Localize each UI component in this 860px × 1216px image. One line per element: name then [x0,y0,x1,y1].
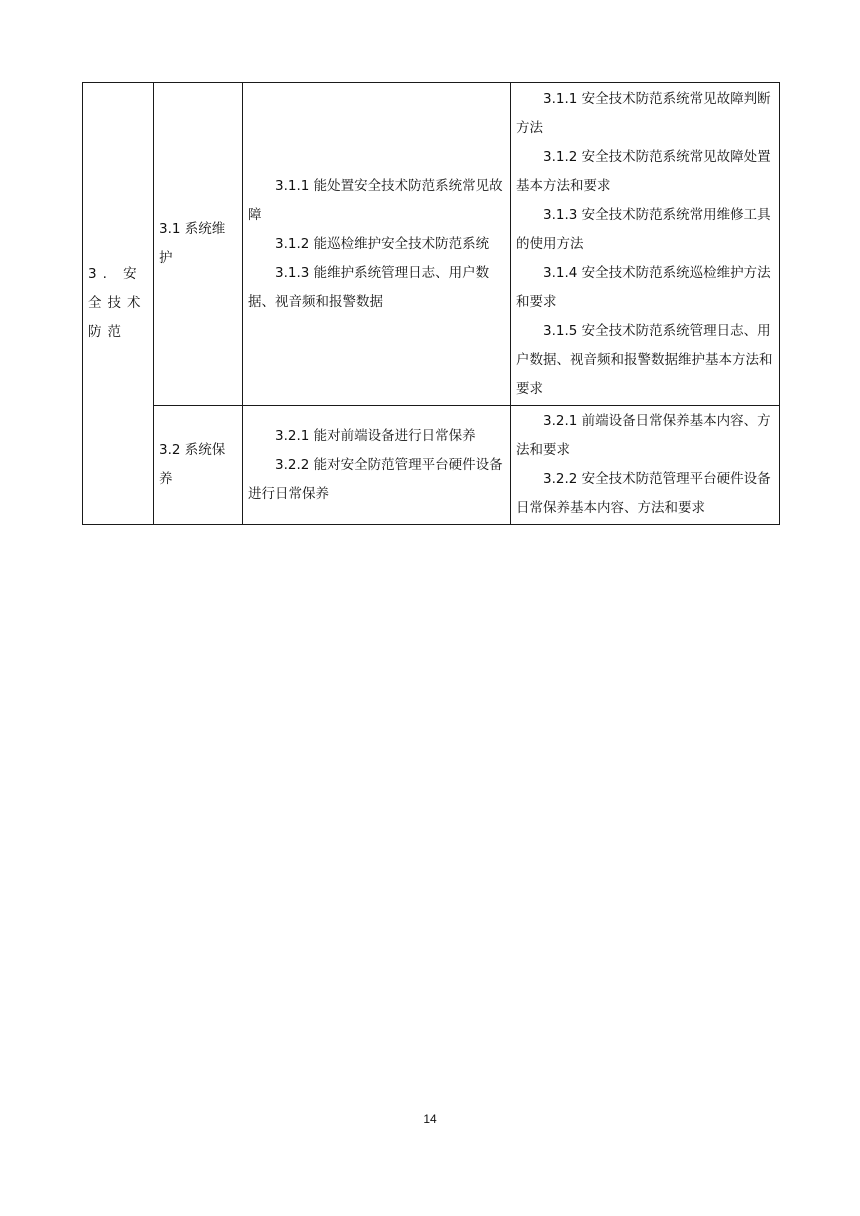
skills-cell [243,406,511,525]
knowledge-item: 3.1.3 安全技术防范系统常用维修工具的使用方法 [516,206,771,252]
skill-item: 3.2.2 能对安全防范管理平台硬件设备进行日常保养 [248,456,503,502]
table-row [83,83,780,406]
knowledge-cell [511,83,780,406]
module-label: 3.1 系统维护 [159,221,226,266]
skill-item: 3.1.3 能维护系统管理日志、用户数据、视音频和报警数据 [248,264,490,310]
skill-item: 3.2.1 能对前端设备进行日常保养 [275,427,476,444]
skills-cell [243,83,511,406]
module-cell [154,83,243,406]
page-number: 14 [423,1112,437,1126]
area-cell [83,83,154,525]
knowledge-item: 3.1.5 安全技术防范系统管理日志、用户数据、视音频和报警数据维护基本方法和要求 [516,322,773,397]
module-label: 3.2 系统保养 [159,442,226,487]
knowledge-item: 3.2.2 安全技术防范管理平台硬件设备日常保养基本内容、方法和要求 [516,471,771,516]
knowledge-item: 3.1.4 安全技术防范系统巡检维护方法和要求 [516,264,771,310]
skill-item: 3.1.2 能巡检维护安全技术防范系统 [275,235,490,252]
knowledge-item: 3.2.1 前端设备日常保养基本内容、方法和要求 [516,413,771,458]
table-row [83,406,780,525]
knowledge-item: 3.1.2 安全技术防范系统常见故障处置基本方法和要求 [516,148,771,194]
skill-requirements-table [82,82,780,525]
knowledge-item: 3.1.1 安全技术防范系统常见故障判断方法 [516,90,771,136]
module-cell [154,406,243,525]
skill-item: 3.1.1 能处置安全技术防范系统常见故障 [248,177,503,223]
area-label: 3. 安全技术防范 [88,266,147,340]
knowledge-cell [511,406,780,525]
